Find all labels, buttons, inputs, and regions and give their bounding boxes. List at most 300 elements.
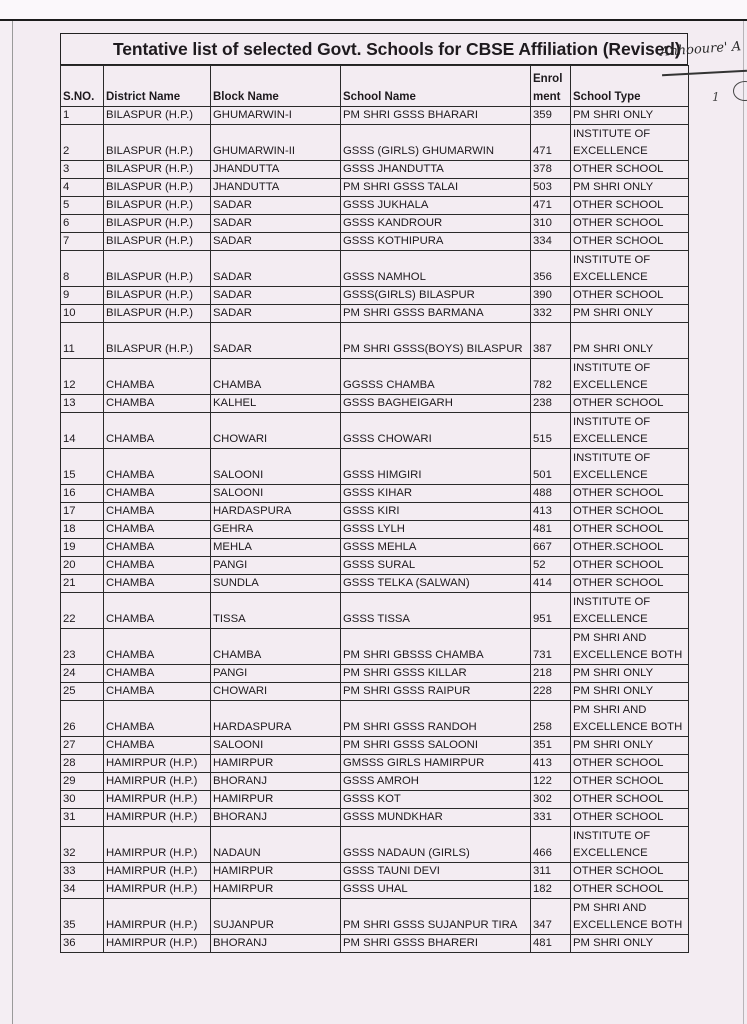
cell-sno: 2 [61,125,104,161]
cell-sno: 27 [61,737,104,755]
cell-school: PM SHRI GSSS RANDOH [341,701,531,737]
school-type-line1: OTHER SCHOOL [573,577,664,589]
cell-district: HAMIRPUR (H.P.) [104,935,211,953]
cell-school: GSSS TELKA (SALWAN) [341,575,531,593]
cell-enrolment: 488 [531,485,571,503]
cell-enrolment: 334 [531,233,571,251]
cell-enrolment: 471 [531,197,571,215]
cell-district: BILASPUR (H.P.) [104,251,211,287]
handwritten-note: Anhooure' A [659,39,742,60]
cell-school-type [571,413,689,449]
cell-district: CHAMBA [104,395,211,413]
cell-enrolment: 378 [531,161,571,179]
cell-block: CHAMBA [211,359,341,395]
school-type-line1: OTHER SCHOOL [573,811,664,823]
cell-sno: 33 [61,863,104,881]
school-type-line1: OTHER SCHOOL [573,163,664,175]
table-row [61,881,689,899]
cell-school-type [571,809,689,827]
cell-school: GSSS BAGHEIGARH [341,395,531,413]
cell-district: CHAMBA [104,575,211,593]
school-type-line1: PM SHRI ONLY [573,181,654,193]
table-row [61,323,689,359]
cell-block: SADAR [211,287,341,305]
cell-school: GSSS AMROH [341,773,531,791]
cell-school: GMSSS GIRLS HAMIRPUR [341,755,531,773]
school-type-line1: OTHER SCHOOL [573,865,664,877]
table-row [61,935,689,953]
cell-school-type [571,197,689,215]
header-enrolment [531,66,571,107]
cell-sno: 11 [61,323,104,359]
cell-district: HAMIRPUR (H.P.) [104,791,211,809]
cell-sno: 24 [61,665,104,683]
school-type-line2: PM SHRI ONLY [573,343,654,355]
cell-district: CHAMBA [104,557,211,575]
school-type-line1: PM SHRI ONLY [573,739,654,751]
cell-school-type [571,395,689,413]
document-title: Tentative list of selected Govt. Schools for CBSE Affiliation (Revised) [60,33,688,65]
school-type-line1: OTHER SCHOOL [573,775,664,787]
school-type-line2: EXCELLENCE [573,613,648,625]
cell-school: GSSS MEHLA [341,539,531,557]
cell-district: CHAMBA [104,539,211,557]
cell-school-type [571,287,689,305]
cell-school-type [571,827,689,863]
table-row [61,503,689,521]
cell-school-type [571,485,689,503]
cell-district: HAMIRPUR (H.P.) [104,809,211,827]
cell-school: PM SHRI GSSS(BOYS) BILASPUR [341,323,531,359]
cell-district: BILASPUR (H.P.) [104,215,211,233]
cell-district: CHAMBA [104,593,211,629]
cell-block: HARDASPURA [211,503,341,521]
cell-school-type [571,503,689,521]
table-row [61,557,689,575]
cell-block: SUJANPUR [211,899,341,935]
cell-district: CHAMBA [104,737,211,755]
school-type-line1: INSTITUTE OF [573,362,651,374]
table-row [61,809,689,827]
cell-enrolment: 182 [531,881,571,899]
cell-school-type [571,251,689,287]
school-type-line2: EXCELLENCE BOTH [573,721,683,733]
school-type-line1: PM SHRI AND [573,632,647,644]
cell-school: GSSS HIMGIRI [341,449,531,485]
cell-sno: 18 [61,521,104,539]
cell-school-type [571,323,689,359]
cell-enrolment: 332 [531,305,571,323]
school-type-line1: INSTITUTE OF [573,254,651,266]
cell-school-type [571,881,689,899]
cell-enrolment: 951 [531,593,571,629]
cell-school: PM SHRI GSSS SUJANPUR TIRA [341,899,531,935]
school-type-line1: OTHER SCHOOL [573,523,664,535]
table-row [61,791,689,809]
school-type-line1: PM SHRI ONLY [573,685,654,697]
cell-sno: 36 [61,935,104,953]
table-row [61,899,689,935]
table-row [61,701,689,737]
cell-block: SADAR [211,251,341,287]
table-row [61,233,689,251]
cell-district: BILASPUR (H.P.) [104,161,211,179]
cell-block: HAMIRPUR [211,863,341,881]
cell-sno: 6 [61,215,104,233]
cell-district: BILASPUR (H.P.) [104,233,211,251]
cell-block: TISSA [211,593,341,629]
cell-school-type [571,665,689,683]
cell-school: GSSS KIHAR [341,485,531,503]
cell-enrolment: 414 [531,575,571,593]
cell-school-type [571,215,689,233]
table-row [61,449,689,485]
cell-sno: 28 [61,755,104,773]
cell-enrolment: 238 [531,395,571,413]
header-sno: S.NO. [61,66,104,107]
cell-sno: 21 [61,575,104,593]
cell-district: BILASPUR (H.P.) [104,179,211,197]
cell-school: GGSSS CHAMBA [341,359,531,395]
school-type-line1: PM SHRI AND [573,704,647,716]
cell-school-type [571,683,689,701]
cell-block: SADAR [211,323,341,359]
cell-school-type [571,125,689,161]
cell-block: SADAR [211,215,341,233]
table-row [61,413,689,449]
school-type-line1: PM SHRI ONLY [573,667,654,679]
table-row [61,629,689,665]
cell-school-type [571,179,689,197]
cell-sno: 15 [61,449,104,485]
cell-school: GSSS NAMHOL [341,251,531,287]
cell-sno: 22 [61,593,104,629]
cell-school-type [571,305,689,323]
cell-block: SADAR [211,197,341,215]
cell-district: BILASPUR (H.P.) [104,287,211,305]
school-type-line2: EXCELLENCE BOTH [573,919,683,931]
cell-enrolment: 782 [531,359,571,395]
cell-block: SADAR [211,233,341,251]
cell-block: SADAR [211,305,341,323]
cell-school-type [571,359,689,395]
cell-school-type [571,233,689,251]
cell-school: PM SHRI GSSS BHARARI [341,107,531,125]
cell-district: BILASPUR (H.P.) [104,107,211,125]
cell-school-type [571,773,689,791]
school-type-line1: INSTITUTE OF [573,128,651,140]
school-type-line2: EXCELLENCE [573,847,648,859]
cell-school: GSSS LYLH [341,521,531,539]
cell-school-type [571,449,689,485]
cell-school: GSSS UHAL [341,881,531,899]
school-type-line1: OTHER SCHOOL [573,217,664,229]
cell-sno: 30 [61,791,104,809]
cell-enrolment: 481 [531,521,571,539]
cell-block: NADAUN [211,827,341,863]
cell-enrolment: 387 [531,323,571,359]
cell-district: CHAMBA [104,629,211,665]
table-row [61,683,689,701]
cell-sno: 3 [61,161,104,179]
cell-school: PM SHRI GSSS BARMANA [341,305,531,323]
cell-district: CHAMBA [104,521,211,539]
header-district: District Name [104,66,211,107]
cell-block: JHANDUTTA [211,161,341,179]
cell-enrolment: 302 [531,791,571,809]
school-type-line1: OTHER.SCHOOL [573,541,664,553]
schools-table [60,65,689,953]
cell-district: HAMIRPUR (H.P.) [104,863,211,881]
school-type-line1: PM SHRI ONLY [573,937,654,949]
cell-sno: 31 [61,809,104,827]
cell-block: MEHLA [211,539,341,557]
cell-school: PM SHRI GSSS KILLAR [341,665,531,683]
cell-school: GSSS KOT [341,791,531,809]
cell-enrolment: 52 [531,557,571,575]
table-row [61,125,689,161]
cell-school: GSSS (GIRLS) GHUMARWIN [341,125,531,161]
cell-district: HAMIRPUR (H.P.) [104,773,211,791]
school-type-line1 [573,324,686,341]
table-row [61,251,689,287]
cell-block: HARDASPURA [211,701,341,737]
cell-enrolment: 390 [531,287,571,305]
cell-district: CHAMBA [104,485,211,503]
cell-block: KALHEL [211,395,341,413]
school-type-line1: OTHER SCHOOL [573,505,664,517]
cell-block: SALOONI [211,485,341,503]
cell-block: HAMIRPUR [211,755,341,773]
cell-enrolment: 413 [531,503,571,521]
header-block: Block Name [211,66,341,107]
cell-school: PM SHRI GSSS TALAI [341,179,531,197]
table-row [61,161,689,179]
cell-enrolment: 466 [531,827,571,863]
cell-enrolment: 218 [531,665,571,683]
cell-enrolment: 731 [531,629,571,665]
table-row [61,485,689,503]
cell-enrolment: 413 [531,755,571,773]
cell-enrolment: 515 [531,413,571,449]
cell-sno: 34 [61,881,104,899]
cell-district: HAMIRPUR (H.P.) [104,881,211,899]
table-row [61,665,689,683]
cell-sno: 1 [61,107,104,125]
school-type-line1: PM SHRI ONLY [573,109,654,121]
top-strip [0,0,747,21]
cell-block: GHUMARWIN-I [211,107,341,125]
cell-sno: 20 [61,557,104,575]
table-header-row [61,66,689,107]
cell-school-type [571,899,689,935]
cell-sno: 23 [61,629,104,665]
table-row [61,395,689,413]
cell-school-type [571,935,689,953]
cell-sno: 32 [61,827,104,863]
cell-school-type [571,755,689,773]
cell-school: GSSS MUNDKHAR [341,809,531,827]
cell-school-type [571,521,689,539]
cell-enrolment: 359 [531,107,571,125]
cell-sno: 12 [61,359,104,395]
cell-school: PM SHRI GSSS SALOONI [341,737,531,755]
table-row [61,287,689,305]
table-row [61,305,689,323]
cell-school-type [571,629,689,665]
cell-sno: 9 [61,287,104,305]
cell-block: BHORANJ [211,809,341,827]
table-row [61,539,689,557]
cell-sno: 17 [61,503,104,521]
header-school: School Name [341,66,531,107]
cell-enrolment: 311 [531,863,571,881]
cell-school-type [571,701,689,737]
cell-sno: 10 [61,305,104,323]
cell-sno: 4 [61,179,104,197]
cell-enrolment: 347 [531,899,571,935]
cell-block: CHOWARI [211,683,341,701]
cell-enrolment: 122 [531,773,571,791]
cell-school-type [571,575,689,593]
header-enrolment-line2: ment [533,91,561,103]
school-type-line1: OTHER SCHOOL [573,487,664,499]
cell-sno: 29 [61,773,104,791]
cell-school: GSSS CHOWARI [341,413,531,449]
school-type-line2: EXCELLENCE [573,145,648,157]
cell-school-type [571,539,689,557]
table-row [61,773,689,791]
cell-school: GSSS KIRI [341,503,531,521]
cell-enrolment: 228 [531,683,571,701]
cell-district: BILASPUR (H.P.) [104,323,211,359]
cell-enrolment: 481 [531,935,571,953]
school-type-line1: OTHER SCHOOL [573,235,664,247]
cell-block: JHANDUTTA [211,179,341,197]
cell-district: HAMIRPUR (H.P.) [104,899,211,935]
cell-sno: 26 [61,701,104,737]
cell-block: HAMIRPUR [211,881,341,899]
cell-school: PM SHRI GSSS BHARERI [341,935,531,953]
cell-sno: 19 [61,539,104,557]
cell-sno: 7 [61,233,104,251]
cell-enrolment: 258 [531,701,571,737]
cell-school: GSSS JHANDUTTA [341,161,531,179]
table-row [61,179,689,197]
cell-district: BILASPUR (H.P.) [104,197,211,215]
header-school-type: School Type [571,66,689,107]
cell-block: BHORANJ [211,773,341,791]
school-type-line2: EXCELLENCE [573,379,648,391]
cell-school-type [571,863,689,881]
school-type-line1: INSTITUTE OF [573,452,651,464]
school-type-line2: EXCELLENCE [573,271,648,283]
school-type-line1: OTHER SCHOOL [573,793,664,805]
cell-enrolment: 471 [531,125,571,161]
cell-sno: 25 [61,683,104,701]
cell-enrolment: 503 [531,179,571,197]
cell-school: PM SHRI GSSS RAIPUR [341,683,531,701]
cell-school: GSSS NADAUN (GIRLS) [341,827,531,863]
table-row [61,215,689,233]
cell-district: HAMIRPUR (H.P.) [104,827,211,863]
cell-sno: 35 [61,899,104,935]
cell-block: PANGI [211,557,341,575]
cell-enrolment: 356 [531,251,571,287]
cell-school: GSSS SURAL [341,557,531,575]
cell-block: SALOONI [211,449,341,485]
table-row [61,863,689,881]
cell-school: PM SHRI GBSSS CHAMBA [341,629,531,665]
cell-school-type [571,791,689,809]
table-row [61,737,689,755]
table-row [61,827,689,863]
cell-school: GSSS JUKHALA [341,197,531,215]
cell-district: CHAMBA [104,683,211,701]
school-type-line1: OTHER SCHOOL [573,559,664,571]
cell-block: HAMIRPUR [211,791,341,809]
table-row [61,521,689,539]
school-type-line1: PM SHRI AND [573,902,647,914]
table-row [61,575,689,593]
cell-district: CHAMBA [104,359,211,395]
cell-school: GSSS(GIRLS) BILASPUR [341,287,531,305]
school-type-line2: EXCELLENCE [573,433,648,445]
table-row [61,197,689,215]
cell-enrolment: 310 [531,215,571,233]
header-enrolment-line1: Enrol [533,73,563,85]
school-list-sheet [60,33,688,953]
cell-school-type [571,107,689,125]
handwritten-mark: 1 [712,90,720,104]
cell-district: HAMIRPUR (H.P.) [104,755,211,773]
school-type-line1: OTHER SCHOOL [573,199,664,211]
cell-enrolment: 501 [531,449,571,485]
table-row [61,755,689,773]
cell-block: CHAMBA [211,629,341,665]
cell-school: GSSS KANDROUR [341,215,531,233]
cell-sno: 16 [61,485,104,503]
school-type-line1: INSTITUTE OF [573,416,651,428]
cell-school: GSSS KOTHIPURA [341,233,531,251]
cell-district: CHAMBA [104,413,211,449]
school-type-line1: OTHER SCHOOL [573,757,664,769]
cell-sno: 8 [61,251,104,287]
cell-enrolment: 331 [531,809,571,827]
cell-enrolment: 667 [531,539,571,557]
school-type-line1: PM SHRI ONLY [573,307,654,319]
cell-district: CHAMBA [104,701,211,737]
cell-sno: 13 [61,395,104,413]
cell-district: BILASPUR (H.P.) [104,305,211,323]
cell-school-type [571,557,689,575]
cell-district: CHAMBA [104,503,211,521]
school-type-line2: EXCELLENCE [573,469,648,481]
cell-school: GSSS TAUNI DEVI [341,863,531,881]
school-type-line1: OTHER SCHOOL [573,289,664,301]
cell-block: PANGI [211,665,341,683]
cell-district: BILASPUR (H.P.) [104,125,211,161]
cell-sno: 5 [61,197,104,215]
cell-school: GSSS TISSA [341,593,531,629]
school-type-line2: EXCELLENCE BOTH [573,649,683,661]
page-edge [743,21,744,1024]
school-type-line1: INSTITUTE OF [573,596,651,608]
cell-block: SUNDLA [211,575,341,593]
school-type-line1: INSTITUTE OF [573,830,651,842]
table-row [61,107,689,125]
cell-school-type [571,593,689,629]
